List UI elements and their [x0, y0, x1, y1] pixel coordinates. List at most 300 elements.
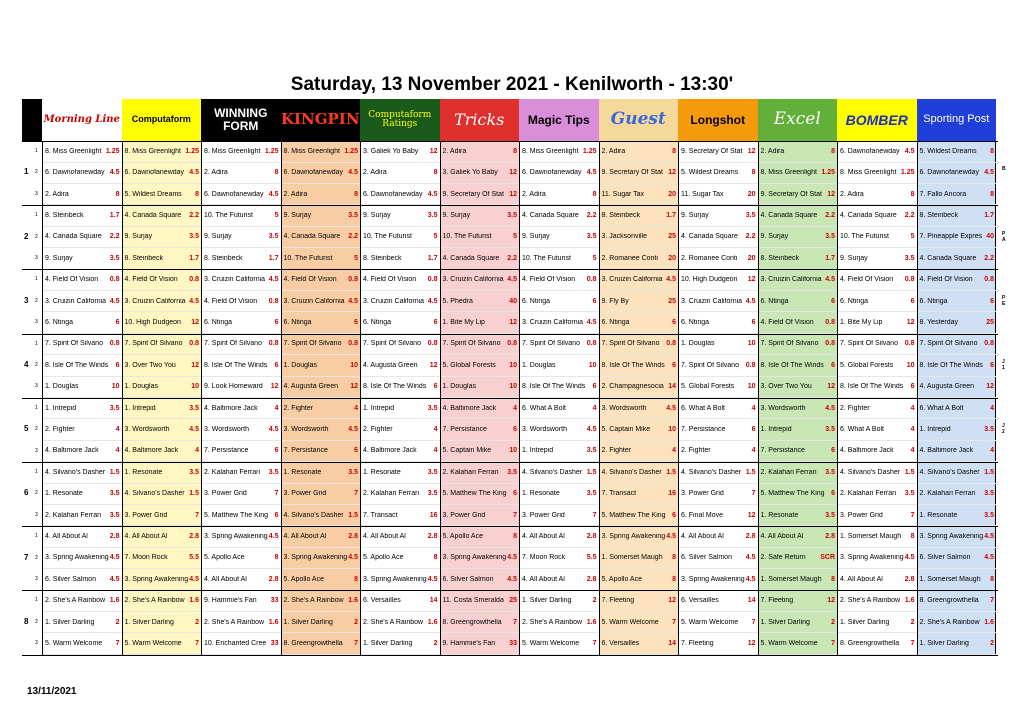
tip-cell — [361, 205, 440, 227]
tip-cell — [202, 141, 281, 163]
price: 10 — [350, 361, 358, 369]
tip-cell — [759, 505, 838, 527]
price: 2.2 — [904, 211, 915, 219]
tip-cell — [520, 633, 599, 655]
horse-name: 3. Power Grid — [442, 511, 486, 519]
column-header-tricks: Tricks — [440, 99, 520, 141]
tip-cell — [361, 248, 440, 270]
price: 25 — [668, 297, 676, 305]
column-header-bomber: BOMBER — [837, 99, 917, 141]
tip-cell — [679, 612, 758, 634]
row-position: 2 — [35, 297, 38, 304]
horse-name: 3. Galiek Yo Baby — [363, 147, 419, 155]
tip-cell — [679, 291, 758, 313]
tip-cell — [679, 248, 758, 270]
price: 4 — [751, 447, 756, 455]
tip-cell — [202, 612, 281, 634]
horse-name: 5. Warm Welcome — [760, 639, 818, 647]
horse-name: 4. Silvano's Dasher — [283, 511, 344, 519]
price: 4.5 — [268, 425, 279, 433]
horse-name: 5. Apollo Ace — [363, 554, 404, 562]
price: 12 — [668, 169, 676, 177]
horse-name: 4. Canada Square — [840, 211, 897, 219]
price: 8 — [195, 190, 199, 198]
tip-cell — [520, 398, 599, 420]
tip-cell — [520, 505, 599, 527]
horse-name: 7. Moon Rock — [522, 554, 566, 562]
price: 1.6 — [984, 618, 994, 626]
horse-name: 4. Baltimore Jack — [45, 447, 99, 455]
price: 3.5 — [268, 468, 279, 476]
price: 2 — [433, 639, 438, 647]
price: 0.8 — [427, 340, 438, 348]
tip-cell — [679, 419, 758, 441]
price: 8 — [990, 190, 994, 198]
horse-name: 8. Miss Greenlight — [204, 147, 261, 155]
horse-name: 1. Intrepid — [760, 425, 792, 433]
price: 0.8 — [984, 340, 994, 348]
horse-name: 3. Spring Awakening — [681, 575, 745, 583]
price: 1.7 — [109, 211, 120, 219]
tip-cell — [123, 526, 202, 548]
price: 7 — [115, 639, 120, 647]
price: 4.5 — [666, 532, 676, 540]
horse-name: 8. Miss Greenlight — [840, 169, 897, 177]
tip-cell — [282, 633, 361, 655]
horse-name: 3. Cruizin California — [124, 297, 186, 305]
tip-cell — [679, 269, 758, 291]
horse-name: 6. Ntinga — [919, 297, 948, 305]
horse-name: 3. Spring Awakening — [124, 575, 189, 583]
price: 3.5 — [586, 233, 597, 241]
tip-cell — [361, 184, 440, 206]
row-position: 2 — [35, 233, 38, 240]
price: 6 — [513, 490, 517, 498]
tip-cell — [202, 505, 281, 527]
price: 4.5 — [348, 297, 358, 305]
horse-name: 1. Resonate — [283, 468, 322, 476]
price: 10 — [509, 361, 517, 369]
horse-name: 6. What A Bolt — [919, 404, 964, 412]
tip-cell — [759, 548, 838, 570]
tip-cell — [202, 227, 281, 249]
price: 1.6 — [586, 618, 597, 626]
horse-name: 2. Safe Return — [760, 554, 806, 562]
horse-name: 6. What A Bolt — [522, 404, 566, 412]
horse-name: 4. All About Al — [681, 532, 724, 540]
price: 2.8 — [268, 575, 279, 583]
price: 2.2 — [189, 211, 199, 219]
price: 7 — [592, 511, 597, 519]
tip-cell — [441, 205, 520, 227]
tip-cell — [838, 355, 917, 377]
price: 3.5 — [825, 233, 835, 241]
price: 40 — [509, 297, 517, 305]
tip-cell — [282, 376, 361, 398]
price: 2.8 — [189, 532, 199, 540]
tip-cell — [441, 184, 520, 206]
row-position: 3 — [35, 576, 38, 582]
tip-cell — [43, 291, 122, 313]
row-position: 2 — [35, 554, 38, 561]
price: 3.5 — [586, 447, 597, 455]
horse-name: 4. Field Of Vision — [204, 297, 258, 305]
price: 2 — [354, 618, 358, 626]
horse-name: 2. Adira — [363, 169, 387, 177]
tip-cell — [441, 633, 520, 655]
tip-cell — [202, 441, 281, 463]
horse-name: 2. Fighter — [840, 404, 870, 412]
horse-name: 8. Steinbeck — [363, 254, 402, 262]
horse-name: 7. Spirit Of Silvano — [760, 340, 819, 348]
horse-name: 11. Sugar Tax — [601, 190, 645, 198]
row-position: 1 — [35, 597, 38, 604]
tip-cell — [600, 590, 679, 612]
price: 7 — [195, 511, 199, 519]
horse-name: 9. Surjay — [840, 254, 868, 262]
horse-name: 4. Canada Square — [760, 211, 818, 219]
price: 1.7 — [984, 211, 994, 219]
price: 3.5 — [427, 211, 438, 219]
price: 4.5 — [586, 169, 597, 177]
row-position: 2 — [35, 169, 38, 176]
price: 6 — [990, 297, 994, 305]
tip-cell — [123, 269, 202, 291]
horse-name: 5. Warm Welcome — [124, 639, 182, 647]
price: 4 — [354, 404, 358, 412]
horse-name: 6. Dawnofanewday — [283, 169, 344, 177]
horse-name: 6. Ntinga — [204, 318, 233, 326]
horse-name: 3. Wordsworth — [204, 425, 249, 433]
horse-name: 1. Resonate — [522, 490, 560, 498]
horse-name: 3. Wordsworth — [522, 425, 567, 433]
horse-name: 3. Over Two You — [124, 361, 176, 369]
race-separator — [22, 462, 998, 463]
price: 0.8 — [268, 340, 279, 348]
price: 6 — [751, 425, 756, 433]
price: 0.8 — [666, 340, 676, 348]
column-header-winning-form: WINNING FORM — [201, 99, 281, 141]
price: 1.25 — [344, 147, 358, 155]
tip-cell — [282, 248, 361, 270]
tip-cell — [43, 483, 122, 505]
tip-cell — [918, 633, 997, 655]
tip-cell — [918, 462, 997, 484]
horse-name: 5. Global Forests — [840, 361, 894, 369]
horse-name: 7. Transact — [601, 490, 637, 498]
horse-name: 7. Persistance — [204, 447, 249, 455]
price: 4 — [115, 447, 120, 455]
tip-cell — [202, 205, 281, 227]
header-corner — [22, 99, 42, 141]
horse-name: 5. Warm Welcome — [522, 639, 580, 647]
horse-name: 2. Adira — [601, 147, 626, 155]
tip-cell — [838, 462, 917, 484]
price: 7 — [354, 639, 358, 647]
tip-cell — [520, 184, 599, 206]
horse-name: 6. Silver Salmon — [45, 575, 96, 583]
tip-cell — [918, 441, 997, 463]
price: 8 — [592, 190, 597, 198]
horse-name: 10. Enchanted Cree — [204, 639, 267, 647]
tip-cell — [759, 526, 838, 548]
horse-name: 4. Field Of Vision — [522, 276, 576, 284]
tip-cell — [361, 590, 440, 612]
price: 6 — [910, 297, 915, 305]
price: 1.6 — [904, 597, 915, 605]
price: 12 — [986, 383, 994, 391]
tip-cell — [202, 312, 281, 334]
tip-cell — [679, 441, 758, 463]
horse-name: 6. Ntinga — [840, 297, 869, 305]
horse-name: 6. Dawnofanewday — [204, 190, 264, 198]
horse-name: 2. Adira — [45, 190, 69, 198]
tip-cell — [600, 462, 679, 484]
race-separator — [22, 590, 998, 591]
horse-name: 8. Steinbeck — [919, 211, 959, 219]
horse-name: 1. Silver Darling — [124, 618, 174, 626]
price: 1.7 — [666, 211, 676, 219]
price: 0.8 — [109, 276, 120, 284]
tip-cell — [202, 483, 281, 505]
tip-cell — [43, 269, 122, 291]
price: 12 — [747, 147, 756, 155]
horse-name: 1. Intrepid — [45, 404, 77, 412]
price: 7 — [910, 511, 915, 519]
horse-name: 7. Moon Rock — [124, 554, 168, 562]
price: 4.5 — [507, 554, 517, 562]
price: 1.25 — [582, 147, 597, 155]
tip-cell — [759, 419, 838, 441]
horse-name: 6. What A Bolt — [840, 425, 884, 433]
price: 7 — [910, 639, 915, 647]
tip-cell — [123, 569, 202, 591]
tip-cell — [600, 376, 679, 398]
price: 2.8 — [109, 532, 120, 540]
price: 25 — [668, 233, 676, 241]
price: 4.5 — [427, 190, 438, 198]
price: 4 — [433, 425, 438, 433]
tip-cell — [918, 312, 997, 334]
horse-name: 4. Field Of Vision — [760, 318, 814, 326]
horse-name: 1. Bite My Lip — [442, 318, 485, 326]
horse-name: 6. Versailles — [601, 639, 640, 647]
race-separator — [22, 334, 998, 335]
horse-name: 3. Cruizin California — [601, 276, 663, 284]
tip-cell — [202, 355, 281, 377]
horse-name: 10. The Futurist — [204, 211, 253, 219]
price: 6 — [672, 361, 676, 369]
horse-name: 1. Somerset Maugh — [919, 575, 981, 583]
horse-name: 1. Silver Darling — [760, 618, 810, 626]
price: 20 — [747, 190, 756, 198]
horse-name: 2. She's A Rainbow — [840, 597, 901, 605]
horse-name: 8. Miss Greenlight — [45, 147, 102, 155]
price: 5 — [910, 233, 915, 241]
tip-cell — [679, 462, 758, 484]
horse-name: 4. Canada Square — [522, 211, 579, 219]
price: 6 — [433, 318, 438, 326]
price: 4.5 — [109, 169, 120, 177]
price: 5 — [274, 211, 279, 219]
tip-cell — [202, 184, 281, 206]
price: 0.8 — [904, 340, 915, 348]
price: 25 — [509, 597, 517, 605]
price: 3.5 — [427, 468, 438, 476]
price: 12 — [668, 597, 676, 605]
price: 0.8 — [586, 276, 597, 284]
tip-cell — [679, 633, 758, 655]
tip-cell — [43, 633, 122, 655]
horse-name: 4. Silvano's Dasher — [681, 468, 742, 476]
tip-cell — [43, 162, 122, 184]
tip-cell — [838, 269, 917, 291]
tip-cell — [600, 334, 679, 356]
price: 20 — [668, 190, 676, 198]
price: 2.8 — [586, 575, 597, 583]
row-position: 3 — [35, 447, 38, 454]
tip-cell — [202, 590, 281, 612]
tip-cell — [202, 569, 281, 591]
horse-name: 8. Steinbeck — [124, 254, 164, 262]
horse-name: 6. Silver Salmon — [442, 575, 494, 583]
tip-cell — [759, 184, 838, 206]
column-header-computaform: Computaform — [122, 99, 202, 141]
price: 12 — [747, 276, 756, 284]
horse-name: 4. Canada Square — [681, 233, 738, 241]
tip-cell — [838, 548, 917, 570]
tip-cell — [441, 376, 520, 398]
horse-name: 8. Miss Greenlight — [760, 169, 817, 177]
price: 10 — [588, 361, 597, 369]
price: 4.5 — [189, 169, 199, 177]
tip-cell — [759, 162, 838, 184]
tip-cell — [282, 419, 361, 441]
tip-cell — [918, 548, 997, 570]
tip-cell — [441, 612, 520, 634]
horse-name: 3. Wordsworth — [601, 404, 647, 412]
horse-name: 7. Spirit Of Silvano — [840, 340, 898, 348]
horse-name: 3. Cruizin California — [204, 276, 266, 284]
horse-name: 1. Douglas — [442, 383, 476, 391]
price: 7 — [672, 618, 676, 626]
price: 8 — [354, 190, 358, 198]
price: 4.5 — [666, 276, 676, 284]
tip-cell — [43, 141, 122, 163]
horse-name: 4. Silvano's Dasher — [840, 468, 901, 476]
price: 40 — [986, 233, 994, 241]
column-header-morning-line: Morning Line — [42, 99, 122, 141]
price: 6 — [831, 297, 835, 305]
tip-cell — [679, 184, 758, 206]
price: 6 — [592, 297, 597, 305]
price: 10 — [906, 361, 915, 369]
horse-name: 3. Cruizin California — [45, 297, 107, 305]
tip-cell — [679, 312, 758, 334]
row-position: 3 — [35, 255, 38, 261]
tip-cell — [759, 612, 838, 634]
horse-name: 5. Wildest Dreams — [124, 190, 182, 198]
tip-cell — [520, 162, 599, 184]
tip-cell — [282, 141, 361, 163]
price: SCR — [820, 554, 835, 562]
race-tag: B — [1002, 166, 1006, 173]
horse-name: 1. Somerset Maugh — [840, 532, 902, 540]
horse-name: 4. Silvano's Dasher — [45, 468, 106, 476]
price: 2.8 — [348, 532, 358, 540]
tip-cell — [838, 398, 917, 420]
tip-cell — [441, 526, 520, 548]
price: 8 — [751, 169, 756, 177]
price: 7 — [274, 490, 279, 498]
tip-cell — [43, 462, 122, 484]
price: 20 — [668, 254, 676, 262]
tip-cell — [759, 376, 838, 398]
price: 6 — [751, 318, 756, 326]
price: 1.5 — [109, 468, 120, 476]
price: 8 — [433, 554, 438, 562]
price: 4 — [910, 404, 915, 412]
price: 1.25 — [105, 147, 120, 155]
horse-name: 8. Miss Greenlight — [124, 147, 181, 155]
horse-name: 5. Warm Welcome — [45, 639, 103, 647]
price: 4.5 — [427, 575, 438, 583]
tip-cell — [441, 355, 520, 377]
tip-cell — [123, 227, 202, 249]
tip-cell — [679, 205, 758, 227]
tip-cell — [600, 184, 679, 206]
price: 0.8 — [507, 340, 517, 348]
horse-name: 1. Resonate — [919, 511, 958, 519]
price: 3.5 — [586, 490, 597, 498]
horse-name: 4. Canada Square — [919, 254, 977, 262]
horse-name: 4. Baltimore Jack — [204, 404, 258, 412]
tip-cell — [361, 441, 440, 463]
tip-cell — [361, 334, 440, 356]
tip-cell — [361, 483, 440, 505]
price: 2.2 — [984, 254, 994, 262]
tip-cell — [838, 612, 917, 634]
tip-cell — [441, 462, 520, 484]
tip-cell — [282, 291, 361, 313]
horse-name: 10. The Futurist — [840, 233, 889, 241]
tip-cell — [282, 441, 361, 463]
tip-cell — [918, 141, 997, 163]
horse-name: 4. Baltimore Jack — [363, 447, 417, 455]
price: 4.5 — [984, 169, 994, 177]
tip-cell — [441, 441, 520, 463]
horse-name: 2. Adira — [522, 190, 546, 198]
price: 0.8 — [268, 297, 279, 305]
row-position: 1 — [35, 469, 38, 475]
horse-name: 3. Power Grid — [840, 511, 883, 519]
tip-cell — [520, 205, 599, 227]
price: 5 — [354, 254, 358, 262]
horse-name: 8. Miss Greenlight — [522, 147, 579, 155]
horse-name: 6. What A Bolt — [681, 404, 725, 412]
horse-name: 4. Augusta Green — [919, 383, 974, 391]
horse-name: 2. Adira — [283, 190, 308, 198]
tip-cell — [838, 334, 917, 356]
horse-name: 7. Pineapple Expres — [919, 233, 983, 241]
tip-cell — [202, 398, 281, 420]
horse-name: 5. Matthew The King — [204, 511, 269, 519]
tip-cell — [838, 483, 917, 505]
tip-cell — [759, 590, 838, 612]
horse-name: 6. Ntinga — [45, 318, 74, 326]
tip-cell — [282, 355, 361, 377]
price: 4.5 — [348, 425, 358, 433]
